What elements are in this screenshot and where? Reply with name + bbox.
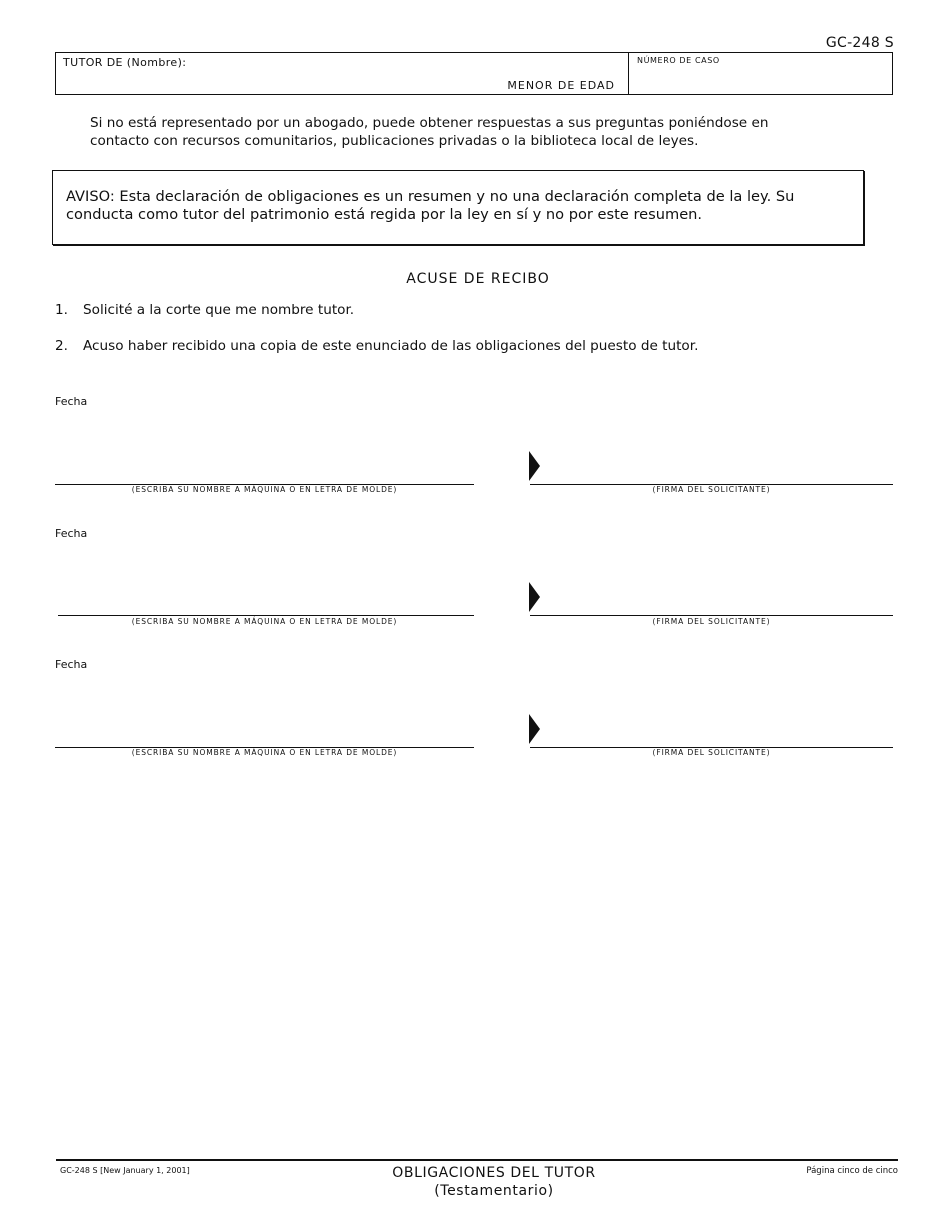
section-title: ACUSE DE RECIBO: [406, 271, 550, 287]
signature-arrow-icon: [529, 582, 540, 612]
page-label: Página cinco de cinco: [806, 1166, 898, 1176]
signature-arrow-icon: [529, 451, 540, 481]
footer-subtitle: (Testamentario): [434, 1183, 554, 1199]
acknowledgment-item: [55, 338, 698, 354]
signature-caption: (FIRMA DEL SOLICITANTE): [652, 485, 771, 494]
name-caption: (ESCRIBA SU NOMBRE A MÁQUINA O EN LETRA DE MOLDE): [131, 748, 398, 757]
notice-box: AVISO: Esta declaración de obligaciones es un resumen y no una declaración completa de la ley. Su conducta como tutor del patrimonio está regida por la ley en sí y no por este resumen.: [52, 170, 864, 245]
date-label: Fecha: [55, 395, 88, 408]
guardian-of-field[interactable]: [56, 53, 629, 94]
signature-caption: (FIRMA DEL SOLICITANTE): [652, 617, 771, 626]
date-label: Fecha: [55, 658, 88, 671]
footer-rule: [56, 1159, 898, 1161]
name-caption: (ESCRIBA SU NOMBRE A MÁQUINA O EN LETRA DE MOLDE): [131, 485, 398, 494]
form-revision: GC-248 S [New January 1, 2001]: [60, 1166, 190, 1175]
signature-line[interactable]: [530, 615, 893, 616]
item-text: Solicité a la corte que me nombre tutor.: [83, 302, 355, 318]
signature-caption: (FIRMA DEL SOLICITANTE): [652, 748, 771, 757]
date-label: Fecha: [55, 527, 88, 540]
item-number: 2.: [55, 338, 68, 354]
case-number-label: NÚMERO DE CASO: [637, 56, 720, 65]
guardian-of-label: TUTOR DE (Nombre):: [63, 56, 187, 69]
acknowledgment-item: [55, 302, 354, 318]
minor-label: MENOR DE EDAD: [507, 79, 615, 92]
item-number: 1.: [55, 302, 68, 318]
case-header: [55, 52, 893, 95]
form-number: GC-248 S: [825, 35, 894, 51]
signature-arrow-icon: [529, 714, 540, 744]
intro-text: Si no está representado por un abogado, puede obtener respuestas a sus preguntas poniéndose en contacto con recursos comunitarios, publicaciones privadas o la biblioteca local de leyes.: [90, 115, 769, 149]
name-caption: (ESCRIBA SU NOMBRE A MÁQUINA O EN LETRA DE MOLDE): [131, 617, 398, 626]
footer-title-main: OBLIGACIONES DEL TUTOR: [392, 1165, 596, 1181]
name-line[interactable]: [58, 615, 474, 616]
item-text: Acuso haber recibido una copia de este enunciado de las obligaciones del puesto de tutor.: [83, 338, 699, 354]
